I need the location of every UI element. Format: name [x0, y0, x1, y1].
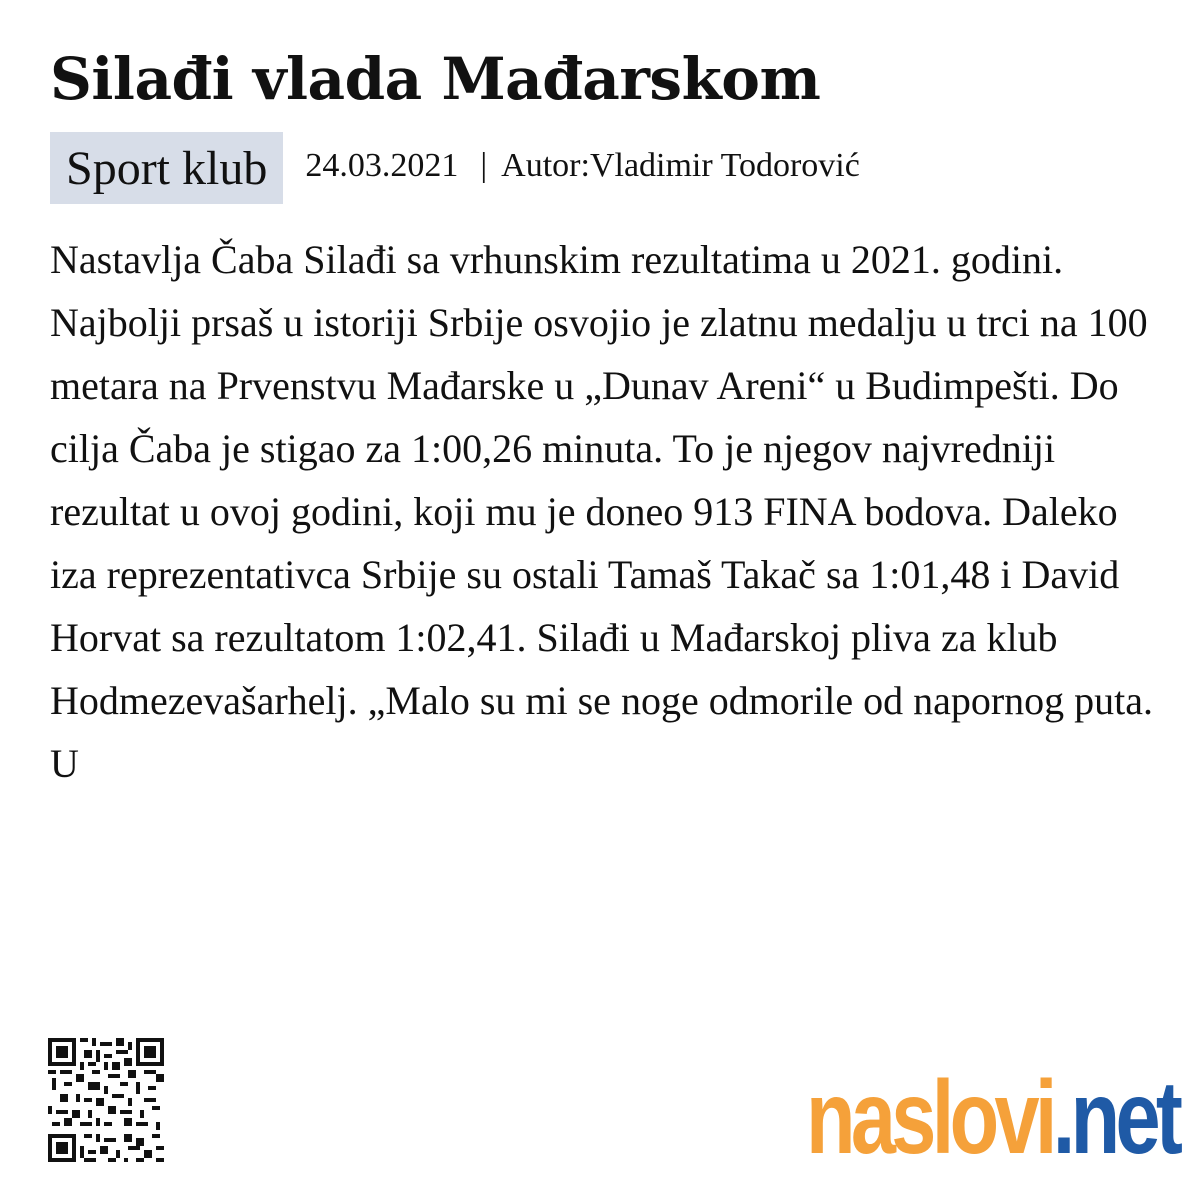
text-fade-overlay [0, 790, 1200, 870]
article-body: Nastavlja Čaba Silađi sa vrhunskim rezultatima u 2021. godini. Najbolji prsaš u istoriji Srbije osvojio je zlatnu medalju u trci na 100 metara na Prvenstvu Mađarske u „Dunav Areni“ u Budimpešti. Do cilja Čaba je stigao za 1:00,26 minuta. To je njegov najvredniji rezultat u ovoj godini, koji mu je doneo 913 FINA bodova. Daleko iza reprezentativca Srbije su ostali Tamaš Takač sa 1:01,48 i David Horvat sa rezultatom 1:02,41. Silađi u Mađarskoj pliva za klub Hodmezevašarhelj. „Malo su mi se noge odmorile od napornog puta. U [50, 237, 1154, 786]
article-meta [50, 132, 860, 204]
qr-code-icon[interactable] [48, 1038, 164, 1162]
article-title: Silađi vlada Mađarskom [50, 45, 821, 113]
byline-separator: | [480, 147, 488, 184]
author-name: Autor:Vladimir Todorović [501, 147, 860, 184]
logo-text-primary: naslovi [806, 1060, 1053, 1176]
publish-date: 24.03.2021 [305, 147, 459, 184]
naslovi-net-logo[interactable] [806, 1060, 1179, 1176]
article-byline [305, 146, 859, 186]
logo-text-secondary: .net [1052, 1060, 1179, 1176]
logo-text [806, 1060, 1178, 1176]
source-badge[interactable]: Sport klub [50, 132, 283, 204]
